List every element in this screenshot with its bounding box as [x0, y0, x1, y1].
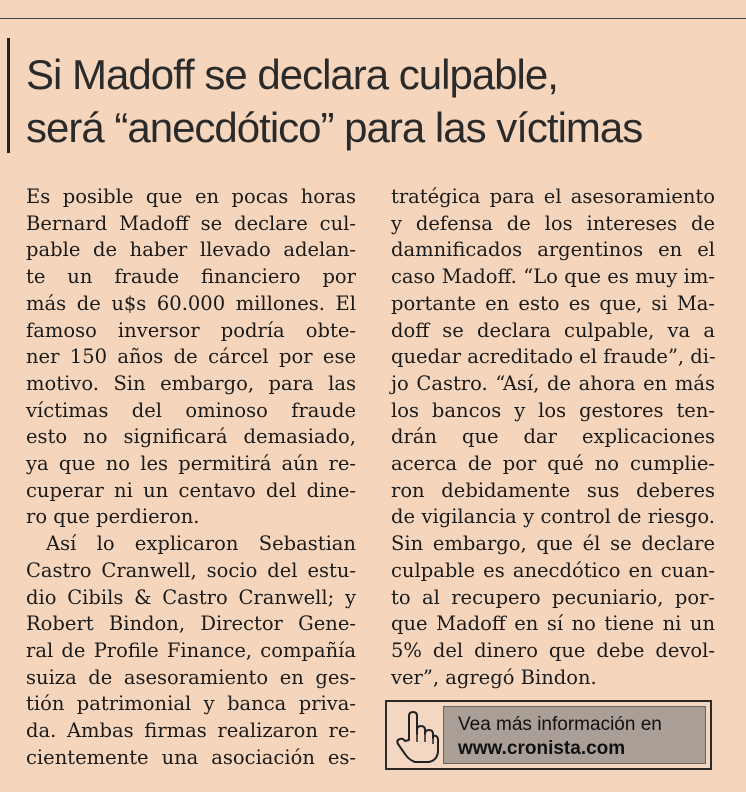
- text-line: ner 150 años de cárcel por ese: [26, 345, 356, 369]
- text-line: tratégica para el asesoramiento: [391, 185, 715, 208]
- text-line: ron debidamente sus deberes: [391, 478, 715, 502]
- text-line: ver”, agregó Bindon.: [391, 665, 597, 689]
- top-rule: [0, 18, 746, 19]
- text-line: acerca de por qué no cumplie-: [391, 452, 715, 476]
- cronista-link[interactable]: www.cronista.com: [458, 738, 626, 759]
- text-line: Robert Bindon, Director Gene-: [26, 612, 356, 636]
- text-line: Sin embargo, que él se declare: [391, 532, 715, 556]
- text-line: dio Cibils & Castro Cranwell; y: [26, 585, 356, 609]
- text-line: portante en esto es que, si Ma-: [391, 291, 715, 315]
- text-line: ral de Profile Finance, compañía: [26, 638, 356, 662]
- text-line: motivo. Sin embargo, para las: [26, 371, 356, 395]
- text-line: to al recupero pecuniario, por-: [391, 585, 715, 609]
- left-column: [26, 184, 356, 771]
- text-line: Así lo explicaron Sebastian: [46, 532, 356, 556]
- text-line: y defensa de los intereses de: [391, 211, 715, 235]
- text-line: pable de haber llevado adelan-: [26, 238, 356, 262]
- text-line: jo Castro. “Así, de ahora en más: [391, 371, 715, 395]
- right-column: [391, 184, 715, 691]
- text-line: famoso inversor podría obte-: [26, 318, 356, 342]
- text-line: tión patrimonial y banca priva-: [26, 692, 356, 716]
- text-line: doff se declara culpable, va a: [391, 318, 715, 342]
- hand-pointer-icon: [395, 710, 439, 764]
- headline: [26, 48, 741, 154]
- text-line: te un fraude financiero por: [26, 265, 356, 289]
- text-line: cientemente una asociación es-: [26, 745, 356, 769]
- more-info-box[interactable]: [385, 700, 712, 770]
- text-line: de vigilancia y control de riesgo.: [391, 505, 715, 529]
- text-line: Es posible que en pocas horas: [26, 185, 356, 208]
- text-line: esto no significará demasiado,: [26, 425, 356, 449]
- headline-accent-bar: [7, 38, 10, 153]
- text-line: Bernard Madoff se declare cul-: [26, 211, 356, 235]
- text-line: ya que no les permitirá aún re-: [26, 452, 356, 476]
- text-line: que Madoff en sí no tiene ni un: [391, 612, 715, 636]
- text-line: los bancos y los gestores ten-: [391, 398, 715, 422]
- text-line: culpable es anecdótico en cuan-: [391, 558, 715, 582]
- text-line: suiza de asesoramiento en ges-: [26, 665, 356, 689]
- text-line: damnificados argentinos en el: [391, 238, 715, 262]
- more-info-text: [458, 713, 662, 761]
- text-line: quedar acreditado el fraude”, di-: [391, 345, 716, 369]
- headline-line: Si Madoff se declara culpable,: [26, 51, 558, 98]
- more-info-label: Vea más información en: [458, 714, 662, 735]
- text-line: drán que dar explicaciones: [391, 425, 715, 449]
- text-line: Castro Cranwell, socio del estu-: [26, 558, 356, 582]
- text-line: 5% del dinero que debe devol-: [391, 638, 715, 662]
- more-info-panel: [443, 706, 706, 764]
- text-line: más de u$s 60.000 millones. El: [26, 291, 356, 315]
- text-line: víctimas del ominoso fraude: [26, 398, 356, 422]
- text-line: caso Madoff. “Lo que es muy im-: [391, 265, 715, 289]
- text-line: ro que perdieron.: [26, 505, 200, 529]
- headline-line: será “anecdótico” para las víctimas: [26, 104, 643, 151]
- text-line: cuperar ni un centavo del dine-: [26, 478, 356, 502]
- text-line: da. Ambas firmas realizaron re-: [26, 719, 356, 743]
